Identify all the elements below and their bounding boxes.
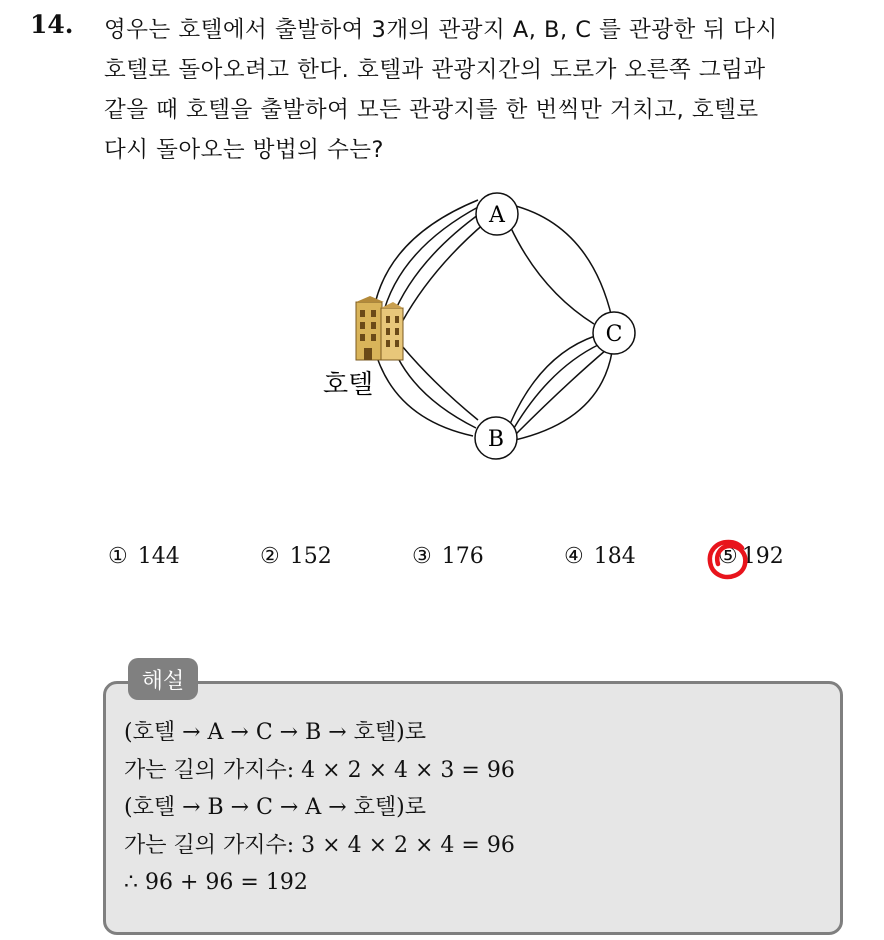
road-a-c (510, 226, 594, 324)
solution-line: 가는 길의 가지수: 3 × 4 × 2 × 4 = 96 (124, 832, 515, 858)
question-number: 14. (30, 10, 74, 39)
solution-line: 가는 길의 가지수: 4 × 2 × 4 × 3 = 96 (124, 757, 515, 783)
road-c-b (515, 352, 612, 440)
question-line: 같을 때 호텔을 출발하여 모든 관광지를 한 번씩만 거치고, 호텔로 (104, 97, 759, 123)
choice-symbol: ② (260, 544, 280, 569)
choice-symbol: ⑤ (718, 544, 738, 569)
choice-symbol: ① (108, 544, 128, 569)
node-c-label: C (605, 322, 623, 347)
choice-value: 192 (741, 544, 784, 569)
road-hotel-a (392, 212, 482, 318)
node-b-label: B (487, 427, 505, 452)
solution-line: (호텔 → A → C → B → 호텔)로 (124, 720, 426, 745)
answer-mark-circle-icon (703, 534, 753, 584)
choice-4[interactable] (564, 544, 636, 569)
hotel-label: 호텔 (323, 370, 374, 400)
solution-text (124, 714, 515, 902)
node-b (475, 417, 517, 459)
choice-2[interactable] (260, 544, 332, 569)
road-a-c (512, 205, 612, 318)
question-line: 영우는 호텔에서 출발하여 3개의 관광지 A, B, C 를 관광한 뒤 다시 (104, 17, 778, 43)
hotel-building-icon (356, 296, 403, 360)
question-line: 호텔로 돌아오려고 한다. 호텔과 관광지간의 도로가 오른쪽 그림과 (104, 57, 766, 83)
road-b-hotel (398, 358, 476, 428)
road-c-b (510, 336, 595, 424)
choice-value: 144 (137, 544, 180, 569)
road-hotel-a (382, 206, 480, 318)
node-a-label: A (489, 203, 505, 228)
question-line: 다시 돌아오는 방법의 수는? (104, 137, 384, 163)
solution-line: ∴ 96 + 96 = 192 (124, 870, 308, 895)
choice-1[interactable] (108, 544, 180, 569)
road-c-b (516, 350, 606, 434)
choice-3[interactable] (412, 544, 484, 569)
choice-value: 152 (289, 544, 332, 569)
choice-value: 176 (441, 544, 484, 569)
solution-tag: 해설 (128, 658, 198, 700)
node-c (593, 312, 635, 354)
choice-value: 184 (593, 544, 636, 569)
road-hotel-a (372, 200, 478, 322)
choice-symbol: ③ (412, 544, 432, 569)
node-a (476, 193, 518, 235)
choice-symbol: ④ (564, 544, 584, 569)
road-hotel-a (402, 222, 486, 322)
solution-line: (호텔 → B → C → A → 호텔)로 (124, 795, 426, 820)
